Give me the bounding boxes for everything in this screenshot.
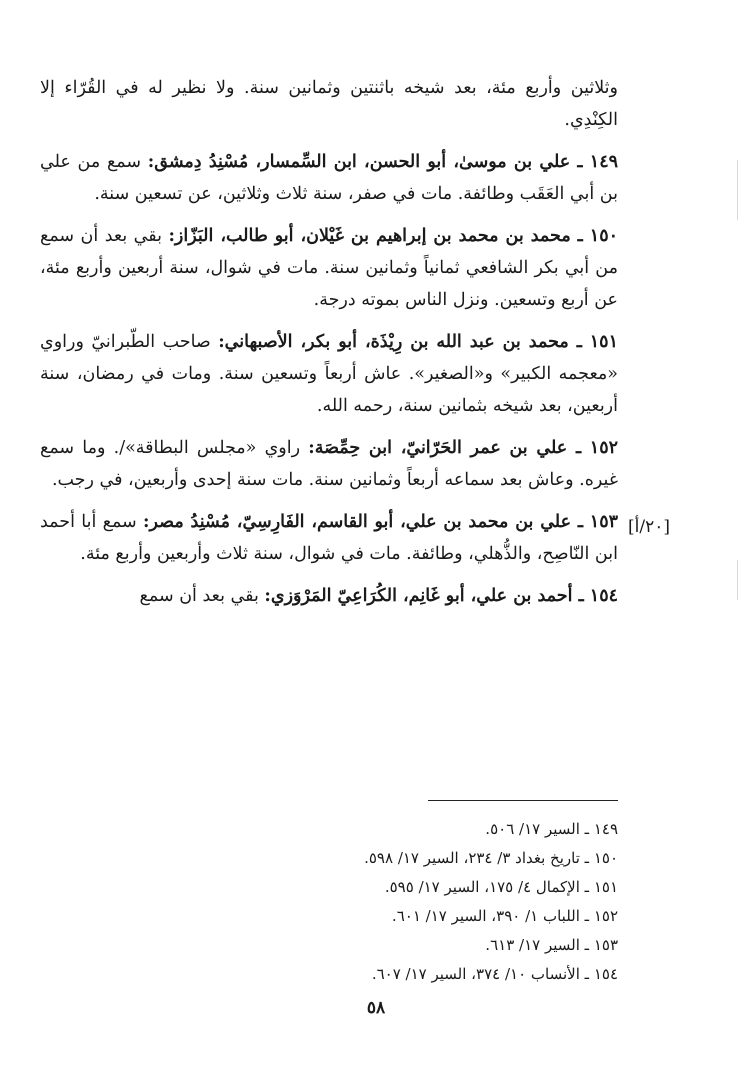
footnote-152: ١٥٢ ـ اللباب ١/ ٣٩٠، السير ١٧/ ٦٠١.: [391, 907, 618, 925]
scan-edge-mark: [737, 160, 738, 220]
entry-150-body: بقي بعد أن سمع من أبي بكر الشافعي ثمانياً وثمانين سنة. مات في شوال، سنة أربعين وأربع مئة، عن أربع وتسعين. ونزل الناس بموته درجة.: [40, 226, 618, 310]
footnote-150: ١٥٠ ـ تاريخ بغداد ٣/ ٢٣٤، السير ١٧/ ٥٩٨.: [364, 849, 618, 867]
entry-149: [40, 146, 618, 210]
folio-margin-note: [٢٠/أ]: [628, 517, 670, 537]
entry-151-heading: ١٥١ ـ محمد بن عبد الله بن رِيْذَة، أبو بكر، الأصبهاني:: [218, 332, 618, 352]
scan-edge-mark: [737, 560, 738, 600]
entry-153: [40, 506, 618, 570]
entry-152: [40, 432, 618, 496]
entry-150: [40, 220, 618, 316]
footnote-154: ١٥٤ ـ الأنساب ١٠/ ٣٧٤، السير ١٧/ ٦٠٧.: [371, 965, 618, 983]
entry-152-heading: ١٥٢ ـ علي بن عمر الحَرّانيّ، ابن حِمِّصَة:: [308, 438, 618, 458]
page-number: ٥٨: [366, 998, 386, 1018]
entry-154: [40, 580, 618, 612]
footnote-151: ١٥١ ـ الإكمال ٤/ ١٧٥، السير ١٧/ ٥٩٥.: [384, 878, 618, 896]
entry-153-heading: ١٥٣ ـ علي بن محمد بن علي، أبو القاسم، الفَارِسِيّ، مُسْنِدُ مصر:: [143, 512, 618, 532]
footnote-149: ١٤٩ ـ السير ١٧/ ٥٠٦.: [485, 820, 618, 838]
entry-154-heading: ١٥٤ ـ أحمد بن علي، أبو غَانِم، الكُرَاعِيّ المَرْوَزي:: [264, 586, 618, 606]
entry-153-body: سمع أبا أحمد ابن النّاصِح، والذُّهلي، وطائفة. مات في شوال، سنة ثلاث وأربعين وأربع مئة.: [40, 512, 618, 564]
main-text: [40, 72, 618, 622]
entry-149-heading: ١٤٩ ـ علي بن موسىٰ، أبو الحسن، ابن السِّمسار، مُسْنِدُ دِمشق:: [147, 152, 618, 172]
intro-paragraph: وثلاثين وأربع مئة، بعد شيخه باثنتين وثمانين سنة. ولا نظير له في القُرّاء إلا الكِنْدِي.: [40, 78, 618, 130]
entry-150-heading: ١٥٠ ـ محمد بن محمد بن إبراهيم بن غَيْلان، أبو طالب، البَزّاز:: [168, 226, 618, 246]
entry-149-body: سمع من علي بن أبي العَقَب وطائفة. مات في صفر، سنة ثلاث وثلاثين، عن تسعين سنة.: [40, 152, 618, 204]
entry-154-body: بقي بعد أن سمع: [139, 586, 265, 606]
entry-151: [40, 326, 618, 422]
entry-151-body: صاحب الطّبرانيّ وراوي «معجمه الكبير» و«الصغير». عاش أربعاً وتسعين سنة. ومات في رمضان، سنة أربعين، بعد شيخه بثمانين سنة، رحمه الله.: [40, 332, 618, 416]
footnotes: [300, 815, 618, 989]
footnote-divider: [428, 800, 618, 801]
footnote-153: ١٥٣ ـ السير ١٧/ ٦١٣.: [485, 936, 618, 954]
entry-152-body: راوي «مجلس البطاقة»/. وما سمع غيره. وعاش بعد سماعه أربعاً وثمانين سنة. مات سنة إحدى وأربعين، في رجب.: [40, 438, 618, 490]
